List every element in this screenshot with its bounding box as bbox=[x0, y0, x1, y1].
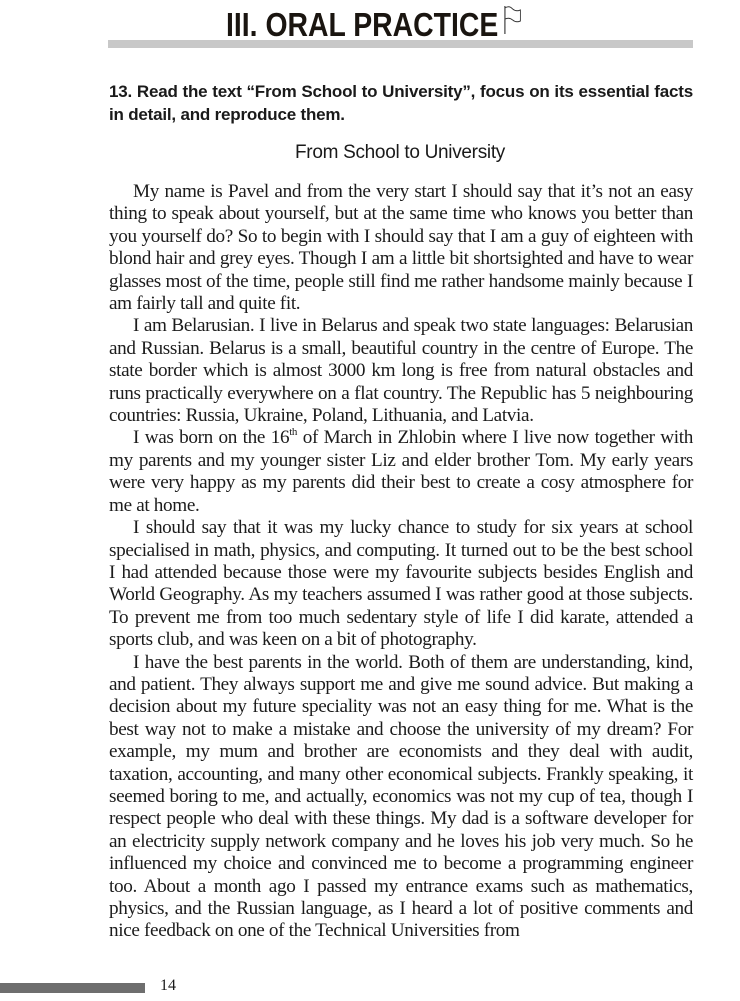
ordinal-suffix: th bbox=[289, 426, 298, 439]
paragraph: I have the best parents in the world. Both of them are understanding, kind, and patient. They always support me and give me sound advice. But making a decision about my future speciality was not an easy thing for me. What is the best way not to make a mistake and choose the university of my dream? For example, my mum and brother are economists and they deal with audit, taxation, accounting, and many other economical subjects. Frankly speaking, it seemed boring to me, and actually, economics was not my cup of tea, though I respect people who deal with these things. My dad is a software developer for an electricity supply network company and he loves his job very much. So he influenced my choice and convinced me to become a programming engineer too. About a month ago I passed my entrance exams such as mathematics, physics, and the Russian language, as I heard a lot of positive comments and nice feedback on one of the Technical Universities from bbox=[109, 651, 693, 942]
paragraph bbox=[109, 427, 693, 517]
paragraph-text: I was born on the 16 bbox=[133, 427, 290, 449]
page-number: 14 bbox=[160, 977, 176, 994]
footer-bar bbox=[0, 983, 145, 993]
paragraph: I should say that it was my lucky chance to study for six years at school specialised in math, physics, and computing. It turned out to be the best school I had attended because those were my favourite subjects besides English and World Geography. As my teachers assumed I was rather good at those subjects. To prevent me from too much sedentary style of life I did karate, attended a sports club, and was keen on a bit of photography. bbox=[109, 517, 693, 651]
article-title: From School to University bbox=[294, 142, 505, 163]
paragraph-text: of March in Zhlobin where I live now together with my parents and my younger sister Liz and elder brother Tom. My early years were very happy as my parents did their best to create a cosy atmosphere for me at home. bbox=[109, 427, 694, 516]
section-title: III. ORAL PRACTICE bbox=[226, 6, 499, 43]
section-heading bbox=[56, 6, 692, 46]
paragraph: I am Belarusian. I live in Belarus and speak two state languages: Belarusian and Russian. Belarus is a small, beautiful country in the centre of Europe. The state border which is almost 3000 km long is free from natural obstacles and runs practically everywhere on a flat country. The Republic has 5 neighbouring countries: Russia, Ukraine, Poland, Lithuania, and Latvia. bbox=[109, 315, 693, 427]
task-instruction: 13. Read the text “From School to University”, focus on its essential facts in detail, and reproduce them. bbox=[109, 82, 693, 124]
article-body bbox=[109, 181, 693, 943]
flag-icon bbox=[503, 5, 522, 43]
paragraph: My name is Pavel and from the very start I should say that it’s not an easy thing to speak about yourself, but at the same time who knows you better than you yourself do? So to begin with I should say that I am a guy of eighteen with blond hair and grey eyes. Though I am a little bit shortsighted and have to wear glasses most of the time, people still find me rather handsome mainly because I am fairly tall and quite fit. bbox=[109, 181, 693, 315]
